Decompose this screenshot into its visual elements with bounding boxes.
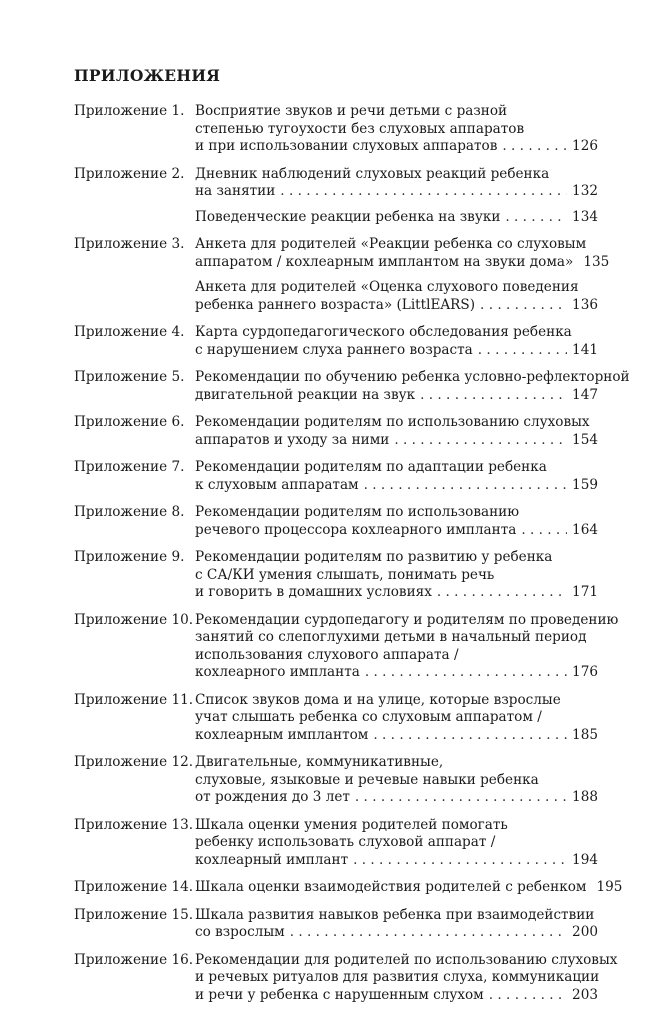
toc-entry-page-number: 136	[572, 296, 598, 313]
dot-leader	[365, 664, 567, 682]
toc-entry-title-line: аппаратом / кохлеарным имплантом на звуки дома»	[195, 253, 574, 270]
toc-entry-label: Приложение 12.	[74, 754, 194, 770]
toc-entry-title-line: Рекомендации по обучению ребенка условно-рефлекторной	[195, 369, 630, 385]
toc-entry-page-number: 154	[572, 431, 598, 448]
toc-entry	[74, 209, 598, 227]
toc-entry-last-line	[195, 664, 598, 682]
toc-entry-title-line: Двигательные, коммуникативные,	[195, 754, 444, 770]
dot-leader	[290, 924, 567, 942]
toc-entry-last-line	[195, 727, 598, 745]
toc-entry-label: Приложение 1.	[74, 103, 185, 119]
dot-leader	[489, 987, 567, 1005]
toc-entry-title-line: двигательной реакции на звук	[195, 386, 416, 403]
toc-entry-label: Приложение 16.	[74, 951, 194, 968]
toc-entry-title-line: занятий со слепоглухими детьми в начальный период	[195, 629, 587, 645]
toc-entry	[74, 103, 598, 156]
toc-entry-title-line: Список звуков дома и на улице, которые взрослые	[195, 691, 561, 708]
toc-entry-title-line: слуховые, языковые и речевые навыки ребенка	[195, 771, 539, 788]
toc-entry-title-line: и при использовании слуховых аппаратов	[195, 138, 498, 154]
dot-leader	[373, 727, 567, 745]
toc-entry-last-line	[195, 209, 598, 227]
toc-entry-page-number: 203	[572, 986, 598, 1003]
toc-entry-title-line: кохлеарного импланта	[195, 664, 360, 680]
toc-entry	[74, 414, 598, 449]
toc-entry-title-line: ребенку использовать слуховой аппарат /	[195, 834, 496, 850]
toc-entry	[74, 754, 598, 807]
toc-list	[74, 103, 630, 1004]
toc-entry-last-line	[195, 584, 598, 602]
toc-entry-page-number: 132	[572, 183, 598, 199]
toc-entry-title-line: речевого процессора кохлеарного импланта	[195, 521, 517, 538]
toc-entry-label: Приложение 11.	[74, 691, 194, 708]
dot-leader	[502, 138, 567, 156]
dot-leader	[280, 183, 567, 201]
toc-entry-title	[195, 549, 598, 602]
toc-entry-title	[195, 414, 598, 449]
toc-entry-title	[195, 459, 598, 494]
toc-entry-label: Приложение 13.	[74, 816, 194, 833]
toc-entry	[74, 611, 619, 682]
toc-entry-label: Приложение 7.	[74, 459, 185, 475]
dot-leader	[437, 584, 567, 602]
toc-entry-title-line: использования слухового аппарата /	[195, 646, 459, 663]
dot-leader	[521, 522, 567, 540]
toc-entry	[74, 279, 598, 314]
dot-leader	[353, 852, 567, 870]
toc-entry-last-line	[195, 432, 598, 450]
dot-leader	[420, 387, 567, 405]
toc-entry-title	[195, 103, 598, 156]
toc-entry-title-line: со взрослым	[195, 924, 285, 940]
toc-entry-last-line	[195, 297, 598, 315]
toc-entry-title	[195, 754, 598, 807]
toc-entry-title	[195, 166, 598, 201]
toc-entry-title-line: кохлеарный имплант	[195, 851, 349, 868]
toc-entry-title	[195, 907, 598, 942]
toc-entry	[74, 817, 598, 870]
toc-entry-title-line: Шкала оценки умения родителей помогать	[195, 816, 508, 833]
toc-entry-last-line	[195, 183, 598, 201]
toc-entry-page-number: 188	[572, 789, 598, 805]
toc-entry-page-number: 147	[572, 386, 598, 403]
toc-entry-last-line	[195, 342, 598, 360]
toc-entry-label: Приложение 10.	[74, 611, 194, 628]
toc-entry	[74, 166, 598, 201]
dot-leader	[478, 342, 567, 360]
toc-entry-title	[195, 279, 598, 314]
toc-entry-title-line: Рекомендации родителям по адаптации ребенка	[195, 459, 547, 475]
toc-entry-title	[195, 951, 618, 1005]
toc-entry	[74, 324, 598, 359]
toc-entry-title	[195, 369, 630, 404]
toc-entry-title	[195, 324, 598, 359]
toc-page	[74, 66, 630, 1014]
toc-entry-title-line: Рекомендации родителям по развитию у ребенка	[195, 549, 553, 565]
toc-entry-title-line: Анкета для родителей «Оценка слухового поведения	[195, 279, 579, 295]
toc-entry-page-number: 141	[572, 341, 598, 358]
toc-entry-label: Приложение 9.	[74, 549, 185, 565]
toc-entry-page-number: 126	[572, 138, 598, 154]
toc-entry-last-line	[195, 852, 598, 870]
toc-entry-label: Приложение 8.	[74, 504, 185, 520]
toc-entry-title-line: учат слышать ребенка со слуховым аппаратом /	[195, 709, 542, 725]
toc-entry-title-line: Анкета для родителей «Реакции ребенка со слуховым	[195, 236, 587, 252]
toc-entry	[74, 907, 598, 942]
toc-entry-last-line	[195, 924, 598, 942]
toc-entry-last-line	[195, 477, 598, 495]
toc-entry-page-number: 159	[572, 476, 598, 493]
toc-entry-title	[195, 611, 619, 682]
toc-entry-label: Приложение 5.	[74, 369, 185, 385]
toc-entry-title-line: Шкала оценки взаимодействия родителей с ребенком	[195, 879, 587, 895]
toc-entry-title-line: и речевых ритуалов для развития слуха, коммуникации	[195, 969, 600, 985]
toc-entry-page-number: 185	[572, 726, 598, 743]
toc-entry-title-line: степенью тугоухости без слуховых аппаратов	[195, 120, 525, 137]
toc-entry-title-line: аппаратов и уходу за ними	[195, 431, 390, 448]
toc-entry	[74, 236, 610, 271]
toc-entry-last-line	[195, 253, 610, 272]
toc-entry-last-line	[195, 879, 623, 897]
toc-entry-title-line: Поведенческие реакции ребенка на звуки	[195, 208, 501, 225]
toc-entry-label	[74, 209, 195, 227]
toc-entry-page-number: 135	[583, 253, 610, 270]
toc-entry-last-line	[195, 987, 598, 1005]
toc-entry-title-line: и речи у ребенка с нарушенным слухом	[195, 986, 484, 1003]
toc-entry-last-line	[195, 138, 598, 156]
dot-leader	[355, 789, 567, 807]
toc-entry-title-line: от рождения до 3 лет	[195, 789, 350, 805]
toc-entry-page-number: 171	[572, 584, 598, 600]
toc-entry-title-line: Шкала развития навыков ребенка при взаимодействии	[195, 906, 595, 923]
toc-entry-label: Приложение 4.	[74, 324, 185, 340]
toc-entry-title	[195, 692, 598, 745]
page-title: ПРИЛОЖЕНИЯ	[74, 66, 221, 85]
toc-entry-title-line: Дневник наблюдений слуховых реакций ребенка	[195, 165, 550, 182]
dot-leader	[394, 432, 567, 450]
toc-entry	[74, 692, 598, 745]
toc-entry-page-number: 195	[596, 879, 623, 895]
toc-entry-title-line: к слуховым аппаратам	[195, 476, 359, 493]
toc-entry-label: Приложение 14.	[74, 879, 194, 895]
toc-entry-title-line: и говорить в домашних условиях	[195, 584, 432, 600]
toc-entry-page-number: 200	[572, 924, 598, 940]
toc-entry	[74, 951, 618, 1005]
toc-entry-label	[74, 279, 195, 314]
toc-entry-title	[195, 817, 598, 870]
toc-entry-title-line: с нарушением слуха раннего возраста	[195, 341, 473, 358]
toc-entry-title-line: Рекомендации для родителей по использованию слуховых	[195, 951, 618, 968]
toc-entry-last-line	[195, 387, 598, 405]
toc-entry-label: Приложение 3.	[74, 236, 185, 252]
toc-entry-page-number: 134	[572, 208, 598, 225]
toc-entry-title-line: Рекомендации родителям по использованию слуховых	[195, 414, 590, 430]
toc-entry-title-line: Рекомендации родителям по использованию	[195, 504, 520, 520]
toc-entry-title	[195, 209, 598, 227]
toc-entry-label: Приложение 2.	[74, 165, 185, 182]
dot-leader	[480, 297, 567, 315]
toc-entry	[74, 504, 598, 539]
toc-entry-title	[195, 236, 610, 271]
toc-entry-page-number: 176	[572, 664, 598, 680]
toc-entry-title-line: кохлеарным имплантом	[195, 726, 369, 743]
toc-entry-page-number: 164	[572, 521, 598, 538]
toc-entry	[74, 549, 598, 602]
toc-entry-last-line	[195, 522, 598, 540]
toc-entry-title	[195, 879, 623, 897]
toc-entry	[74, 879, 623, 897]
dot-leader	[505, 209, 567, 227]
dot-leader	[364, 477, 567, 495]
toc-entry-title-line: на занятии	[195, 183, 276, 199]
toc-entry-title-line: Восприятие звуков и речи детьми с разной	[195, 103, 508, 119]
toc-entry	[74, 459, 598, 494]
toc-entry-title-line: с СА/КИ умения слышать, понимать речь	[195, 566, 495, 583]
toc-entry-title-line: Карта сурдопедагогического обследования ребенка	[195, 324, 572, 340]
toc-entry-page-number: 194	[572, 851, 598, 868]
toc-entry-title-line: ребенка раннего возраста» (LittlEARS)	[195, 296, 476, 313]
toc-entry	[74, 369, 630, 404]
toc-entry-last-line	[195, 789, 598, 807]
toc-entry-label: Приложение 6.	[74, 414, 185, 430]
toc-entry-title-line: Рекомендации сурдопедагогу и родителям по проведению	[195, 611, 619, 628]
toc-entry-title	[195, 504, 598, 539]
toc-entry-label: Приложение 15.	[74, 906, 194, 923]
